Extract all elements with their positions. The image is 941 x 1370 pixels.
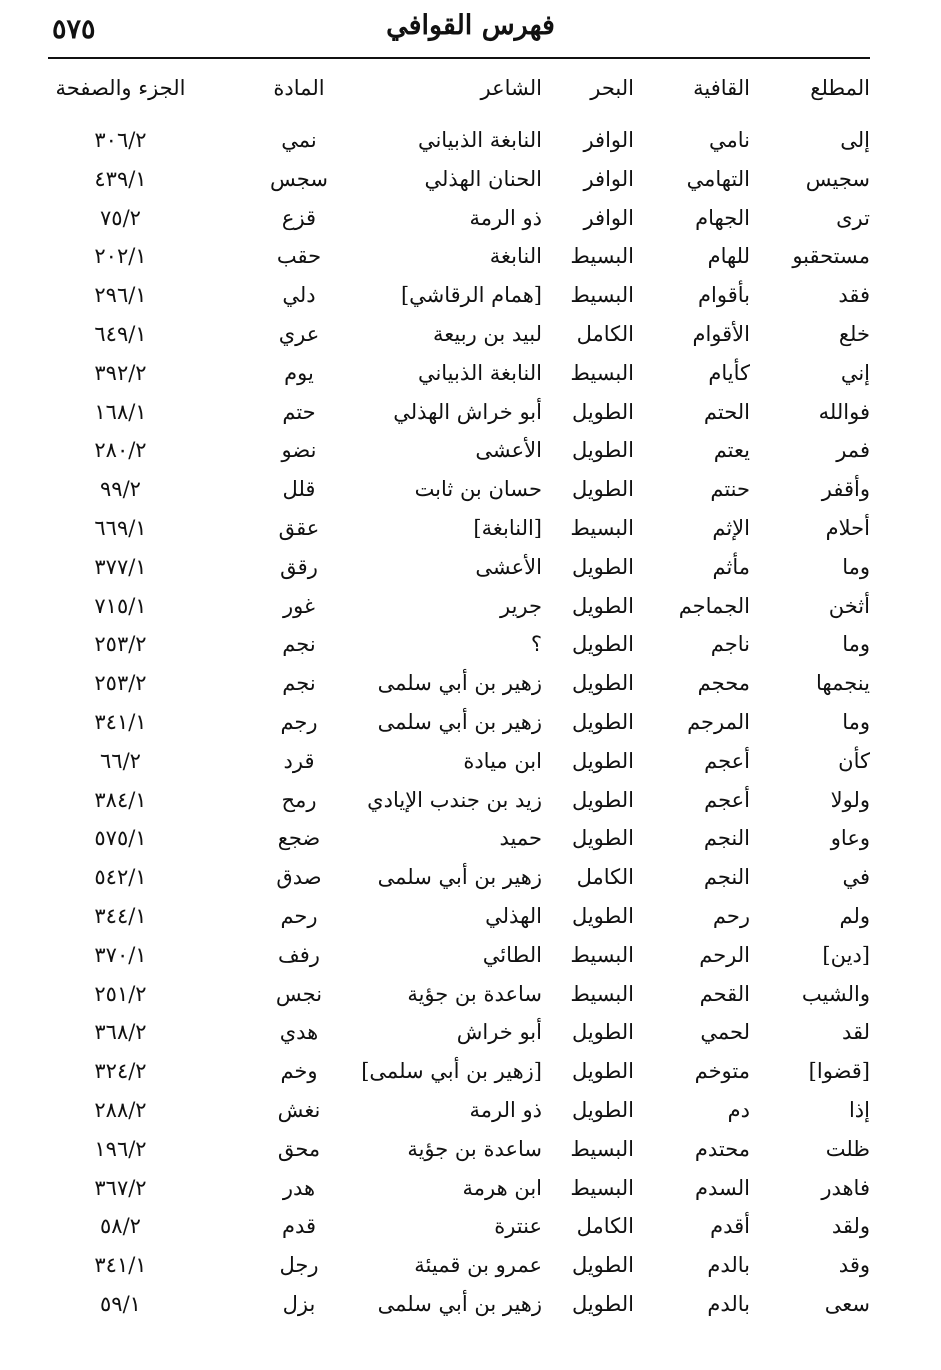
cell-qafiya: يعتم <box>713 438 750 463</box>
cell-madda: محق <box>277 1136 321 1161</box>
cell-madda: حتم <box>282 399 316 424</box>
cell-shaer: حميد <box>499 826 542 851</box>
cell-shaer: لبيد بن ربيعة <box>433 322 542 346</box>
cell-shaer: ذو الرمة <box>469 205 542 230</box>
cell-bahr: الطويل <box>571 710 634 734</box>
cell-madda: قدم <box>281 1214 317 1239</box>
cell-matla: إلى <box>840 128 870 152</box>
cell-matla: وما <box>842 710 870 734</box>
cell-madda: رحم <box>280 904 318 928</box>
table-row <box>48 782 870 818</box>
cell-matla: فاهدر <box>821 1175 870 1200</box>
cell-matla: وأقفر <box>821 477 870 502</box>
cell-madda: حقب <box>276 244 322 269</box>
cell-qafiya: لحمي <box>700 1020 750 1045</box>
cell-juz: ٢٨٠/٢ <box>94 438 147 463</box>
table-row <box>48 316 870 352</box>
cell-juz: ٦٦/٢ <box>100 748 141 773</box>
table-row <box>48 238 870 274</box>
cell-shaer: ذو الرمة <box>469 1098 542 1122</box>
table-row <box>48 200 870 236</box>
cell-juz: ٥٩/١ <box>100 1292 141 1316</box>
cell-madda: نمي <box>281 128 317 152</box>
cell-shaer: زهير بن أبي سلمى <box>377 1292 542 1316</box>
cell-matla: وما <box>842 554 870 579</box>
table-row <box>48 859 870 895</box>
cell-shaer: ابن هرمة <box>462 1175 542 1200</box>
cell-madda: صدق <box>276 865 322 890</box>
cell-madda: نجس <box>275 981 323 1006</box>
cell-bahr: الطويل <box>571 438 634 463</box>
cell-juz: ١٩٦/٢ <box>94 1136 147 1161</box>
cell-shaer: النابغة الذبياني <box>417 360 542 385</box>
table-row <box>48 1170 870 1206</box>
cell-matla: وعاو <box>830 826 870 851</box>
column-header-shaer: الشاعر <box>480 76 542 100</box>
cell-juz: ٢٩٦/١ <box>94 283 147 308</box>
cell-qafiya: للهام <box>707 244 750 269</box>
cell-madda: وخم <box>280 1059 318 1084</box>
table-row <box>48 976 870 1012</box>
cell-bahr: الطويل <box>571 1253 634 1278</box>
cell-shaer: ساعدة بن جؤية <box>407 1136 542 1161</box>
cell-shaer: [همام الرقاشي] <box>400 283 542 308</box>
cell-matla: في <box>842 865 870 890</box>
table-row <box>48 1053 870 1089</box>
column-header-juz: الجزء والصفحة <box>55 76 186 100</box>
cell-matla: لقد <box>841 1020 870 1045</box>
table-row <box>48 394 870 430</box>
cell-matla: فقد <box>838 283 870 308</box>
cell-juz: ٥٨/٢ <box>100 1214 141 1239</box>
cell-matla: ولقد <box>831 1214 870 1239</box>
cell-qafiya: التهامي <box>686 166 750 191</box>
cell-madda: سجس <box>270 166 328 191</box>
cell-shaer: ابن ميادة <box>463 748 542 773</box>
page-number: ٥٧٥ <box>52 14 96 45</box>
cell-matla: وقد <box>838 1253 870 1278</box>
cell-juz: ٣٢٤/٢ <box>94 1059 147 1084</box>
table-row <box>48 1247 870 1283</box>
cell-qafiya: محجم <box>697 671 750 696</box>
column-header-madda: المادة <box>273 76 325 100</box>
cell-shaer: أبو خراش الهذلي <box>393 399 542 424</box>
cell-madda: قلل <box>282 477 316 502</box>
table-row <box>48 161 870 197</box>
table-row <box>48 1286 870 1322</box>
cell-bahr: الطويل <box>571 1020 634 1045</box>
cell-juz: ٥٤٢/١ <box>94 865 147 890</box>
table-row <box>48 277 870 313</box>
cell-bahr: الطويل <box>571 632 634 657</box>
cell-bahr: البسيط <box>570 244 634 269</box>
cell-matla: مستحقبو <box>792 244 870 269</box>
cell-bahr: الكامل <box>576 1214 634 1239</box>
table-row <box>48 1131 870 1167</box>
cell-juz: ٣٩٢/٢ <box>94 360 147 385</box>
cell-juz: ٢٠٢/١ <box>94 244 147 269</box>
cell-bahr: الطويل <box>571 554 634 579</box>
cell-shaer: ساعدة بن جؤية <box>407 981 542 1006</box>
cell-juz: ٣٧٠/١ <box>94 942 147 967</box>
cell-juz: ٢٥٣/٢ <box>94 671 147 696</box>
cell-qafiya: محتدم <box>694 1136 750 1161</box>
cell-qafiya: النجم <box>703 865 750 890</box>
cell-madda: عري <box>278 322 320 346</box>
cell-bahr: الطويل <box>571 1292 634 1316</box>
cell-shaer: جرير <box>500 593 542 618</box>
cell-matla: والشيب <box>801 981 870 1006</box>
cell-juz: ٣٤١/١ <box>94 710 147 734</box>
cell-shaer: النابغة <box>489 244 542 269</box>
cell-matla: [دين] <box>822 942 870 967</box>
cell-madda: رمح <box>281 787 317 812</box>
cell-matla: إني <box>840 360 870 385</box>
cell-matla: وما <box>842 632 870 657</box>
cell-madda: ضجع <box>277 826 321 851</box>
cell-juz: ٢٥١/٢ <box>94 981 147 1006</box>
cell-bahr: الوافر <box>583 128 634 152</box>
cell-matla: سجيس <box>805 166 870 191</box>
cell-juz: ٣٧٧/١ <box>94 554 147 579</box>
cell-madda: نجم <box>282 632 316 657</box>
cell-juz: ٦٦٩/١ <box>94 516 147 540</box>
cell-shaer: الأعشى <box>475 438 542 463</box>
cell-bahr: الطويل <box>571 826 634 851</box>
cell-bahr: البسيط <box>570 360 634 385</box>
table-row <box>48 626 870 662</box>
cell-qafiya: كأيام <box>708 360 750 385</box>
table-row <box>48 937 870 973</box>
cell-bahr: الطويل <box>571 1059 634 1084</box>
cell-madda: بزل <box>282 1292 316 1316</box>
cell-bahr: الطويل <box>571 787 634 812</box>
table-row <box>48 471 870 507</box>
cell-matla: فوالله <box>818 399 870 424</box>
cell-bahr: الوافر <box>583 166 634 191</box>
header-rule <box>48 57 870 59</box>
table-header <box>48 70 870 106</box>
cell-matla: أحلام <box>825 516 870 540</box>
cell-qafiya: أقدم <box>710 1214 750 1239</box>
cell-bahr: البسيط <box>570 516 634 540</box>
cell-madda: هدي <box>279 1020 319 1045</box>
cell-shaer: زهير بن أبي سلمى <box>377 865 542 890</box>
cell-matla: ظلت <box>825 1136 870 1161</box>
cell-bahr: الطويل <box>571 477 634 502</box>
cell-shaer: النابغة الذبياني <box>417 128 542 152</box>
cell-matla: [قضوا] <box>808 1059 870 1084</box>
cell-bahr: البسيط <box>570 942 634 967</box>
cell-shaer: عنترة <box>494 1214 542 1239</box>
cell-madda: نجم <box>282 671 316 696</box>
cell-qafiya: أعجم <box>704 787 750 812</box>
column-header-qafiya: القافية <box>693 76 750 100</box>
cell-qafiya: دم <box>727 1098 750 1122</box>
table-row <box>48 122 870 158</box>
table-row <box>48 510 870 546</box>
cell-shaer: عمرو بن قميئة <box>414 1253 542 1278</box>
table-row <box>48 432 870 468</box>
table-row <box>48 820 870 856</box>
cell-madda: رجل <box>279 1253 319 1278</box>
cell-madda: قرد <box>283 748 315 773</box>
cell-matla: ولولا <box>830 787 870 812</box>
cell-bahr: الطويل <box>571 399 634 424</box>
cell-matla: كأن <box>838 748 870 773</box>
cell-juz: ٣٤١/١ <box>94 1253 147 1278</box>
table-row <box>48 588 870 624</box>
cell-madda: رفف <box>278 942 320 967</box>
cell-qafiya: المرجم <box>687 710 750 734</box>
cell-bahr: البسيط <box>570 1175 634 1200</box>
cell-matla: ينجمها <box>816 671 870 696</box>
cell-qafiya: الجهام <box>695 205 750 230</box>
cell-juz: ٥٧٥/١ <box>94 826 147 851</box>
cell-matla: أثخن <box>828 593 870 618</box>
cell-shaer: زيد بن جندب الإيادي <box>367 787 542 812</box>
cell-madda: قزع <box>281 205 317 230</box>
cell-shaer: الأعشى <box>475 554 542 579</box>
cell-bahr: البسيط <box>570 981 634 1006</box>
cell-bahr: البسيط <box>570 283 634 308</box>
cell-qafiya: ناجم <box>710 632 750 657</box>
page-title: فهرس القوافي <box>386 10 555 41</box>
cell-bahr: الطويل <box>571 593 634 618</box>
cell-juz: ٦٤٩/١ <box>94 322 147 346</box>
cell-bahr: الكامل <box>576 322 634 346</box>
cell-qafiya: الإثم <box>712 516 750 540</box>
cell-shaer: زهير بن أبي سلمى <box>377 671 542 696</box>
cell-juz: ٢٥٣/٢ <box>94 632 147 657</box>
cell-qafiya: نامي <box>709 128 750 152</box>
cell-shaer: ؟ <box>530 632 542 657</box>
cell-qafiya: الأقوام <box>692 322 750 346</box>
cell-madda: عقق <box>278 516 320 540</box>
cell-juz: ٩٩/٢ <box>100 477 141 502</box>
cell-qafiya: حنتم <box>710 477 750 502</box>
cell-qafiya: بأقوام <box>698 283 750 308</box>
column-header-bahr: البحر <box>590 76 634 100</box>
cell-shaer: [النابغة] <box>473 516 542 540</box>
cell-juz: ٤٣٩/١ <box>94 166 147 191</box>
cell-bahr: الكامل <box>576 865 634 890</box>
table-row <box>48 1014 870 1050</box>
cell-shaer: [زهير بن أبي سلمى] <box>361 1059 542 1084</box>
cell-bahr: الطويل <box>571 671 634 696</box>
cell-qafiya: رحم <box>712 904 750 928</box>
cell-matla: خلع <box>838 322 870 346</box>
cell-shaer: أبو خراش <box>456 1020 542 1045</box>
table-row <box>48 355 870 391</box>
cell-madda: نضو <box>281 438 317 463</box>
cell-juz: ٣٤٤/١ <box>94 904 147 928</box>
cell-shaer: زهير بن أبي سلمى <box>377 710 542 734</box>
cell-qafiya: بالدم <box>707 1253 750 1278</box>
cell-shaer: الهذلي <box>485 904 542 928</box>
cell-juz: ٣٦٨/٢ <box>94 1020 147 1045</box>
cell-juz: ٣٨٤/١ <box>94 787 147 812</box>
cell-bahr: الوافر <box>583 205 634 230</box>
cell-madda: غور <box>283 593 315 618</box>
cell-qafiya: أعجم <box>704 748 750 773</box>
cell-bahr: الطويل <box>571 1098 634 1122</box>
cell-madda: دلي <box>282 283 316 308</box>
cell-qafiya: بالدم <box>707 1292 750 1316</box>
table-row <box>48 1092 870 1128</box>
cell-qafiya: القحم <box>699 981 750 1006</box>
column-header-matla: المطلع <box>810 76 870 100</box>
cell-juz: ٣٦٧/٢ <box>94 1175 147 1200</box>
cell-madda: يوم <box>284 360 314 385</box>
cell-matla: فمر <box>836 438 870 463</box>
cell-qafiya: الرحم <box>699 942 750 967</box>
cell-qafiya: متوخم <box>694 1059 750 1084</box>
cell-bahr: الطويل <box>571 904 634 928</box>
cell-shaer: حسان بن ثابت <box>414 477 542 502</box>
cell-shaer: الحنان الهذلي <box>424 166 542 191</box>
table-row <box>48 898 870 934</box>
cell-matla: ولم <box>839 904 870 928</box>
table-row <box>48 743 870 779</box>
cell-qafiya: مأثم <box>712 554 750 579</box>
cell-qafiya: السدم <box>695 1175 750 1200</box>
cell-bahr: البسيط <box>570 1136 634 1161</box>
cell-juz: ٣٠٦/٢ <box>94 128 147 152</box>
cell-madda: رجم <box>280 710 318 734</box>
table-row <box>48 549 870 585</box>
cell-madda: رقق <box>280 554 318 579</box>
cell-matla: ترى <box>836 205 870 230</box>
table-row <box>48 1208 870 1244</box>
cell-juz: ١٦٨/١ <box>94 399 147 424</box>
cell-qafiya: النجم <box>703 826 750 851</box>
cell-qafiya: الجماجم <box>678 593 750 618</box>
cell-shaer: الطائي <box>482 942 542 967</box>
table-row <box>48 665 870 701</box>
cell-juz: ٧٥/٢ <box>100 205 141 230</box>
cell-matla: إذا <box>848 1098 870 1122</box>
cell-bahr: الطويل <box>571 748 634 773</box>
table-row <box>48 704 870 740</box>
cell-madda: هدر <box>282 1175 316 1200</box>
cell-matla: سعى <box>824 1292 870 1316</box>
cell-juz: ٧١٥/١ <box>94 593 147 618</box>
cell-juz: ٢٨٨/٢ <box>94 1098 147 1122</box>
cell-madda: نغش <box>277 1098 321 1122</box>
cell-qafiya: الحتم <box>703 399 750 424</box>
